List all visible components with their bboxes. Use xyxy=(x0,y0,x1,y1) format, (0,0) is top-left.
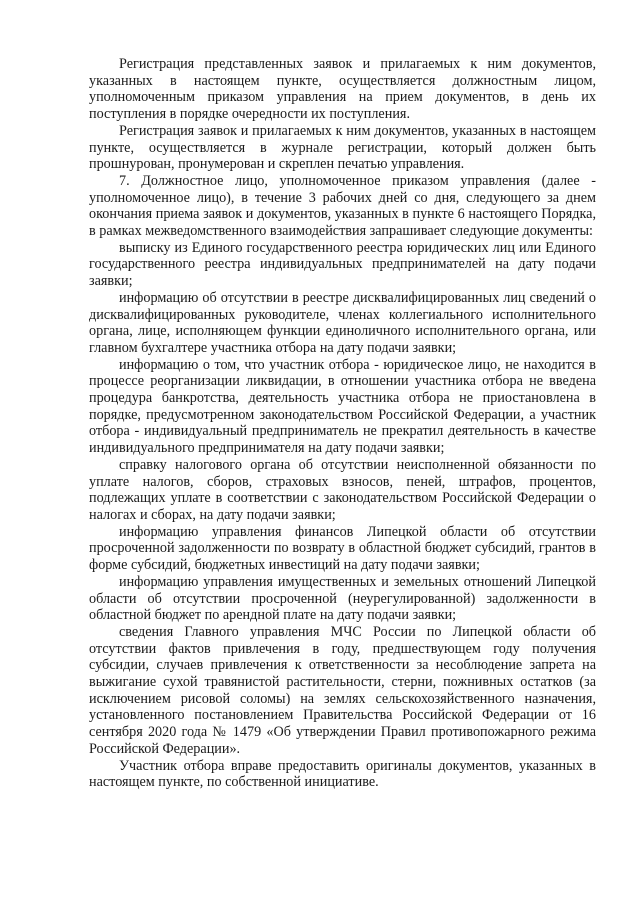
paragraph-mchs-info: сведения Главного управления МЧС России по Липецкой области об отсутствии фактов привлечения в году, предшествующем году получения субсидии, случаев привлечения к ответственности за несоблюдение запрета на выжигание сухой травянистой растительности, стерни, пожнивных остатков (за исключением рисовой соломы) на землях сельскохозяйственного назначения, установленного постановлением Правительства Российской Федерации от 16 сентября 2020 года № 1479 «Об утверждении Правил противопожарного режима Российской Федерации». xyxy=(89,623,596,757)
paragraph-originals: Участник отбора вправе предоставить оригиналы документов, указанных в настоящем пункте, по собственной инициативе. xyxy=(89,757,596,791)
paragraph-disqualified-registry: информацию об отсутствии в реестре дисквалифицированных лиц сведений о дисквалифицированных руководителе, членах коллегиального исполнительного органа, лице, исполняющем функции единоличного исполнительного органа, или главном бухгалтере участника отбора на дату подачи заявки; xyxy=(89,289,596,356)
document-body xyxy=(89,56,596,791)
paragraph-reorganization-info: информацию о том, что участник отбора - юридическое лицо, не находится в процессе реорганизации ликвидации, в отношении участника отбора не введена процедура банкротства, деятельность участника отбора не приостановлена в порядке, предусмотренном законодательством Российской Федерации, а участник отбора - индивидуальный предприниматель не прекратил деятельность в качестве индивидуального предпринимателя на дату подачи заявки; xyxy=(89,356,596,457)
paragraph-registration: Регистрация представленных заявок и прилагаемых к ним документов, указанных в настоящем пункте, осуществляется должностным лицом, уполномоченным приказом управления на прием документов, в день их поступления в порядке очередности их поступления. xyxy=(89,56,596,123)
paragraph-item-7: 7. Должностное лицо, уполномоченное приказом управления (далее - уполномоченное лицо), в течение 3 рабочих дней со дня, следующего за днем окончания приема заявок и документов, указанных в пункте 6 настоящего Порядка, в рамках межведомственного взаимодействия запрашивает следующие документы: xyxy=(89,172,596,240)
paragraph-finance-info: информацию управления финансов Липецкой области об отсутствии просроченной задолженности по возврату в областной бюджет субсидий, грантов в форме субсидий, бюджетных инвестиций на дату подачи заявки; xyxy=(89,523,596,574)
paragraph-journal: Регистрация заявок и прилагаемых к ним документов, указанных в настоящем пункте, осуществляется в журнале регистрации, который должен быть прошнурован, пронумерован и скреплен печатью управления. xyxy=(89,122,596,173)
paragraph-tax-certificate: справку налогового органа об отсутствии неисполненной обязанности по уплате налогов, сборов, страховых взносов, пеней, штрафов, процентов, подлежащих уплате в соответствии с законодательством Российской Федерации о налогах и сборах, на дату подачи заявки; xyxy=(89,456,596,523)
paragraph-property-info: информацию управления имущественных и земельных отношений Липецкой области об отсутствии просроченной (неурегулированной) задолженности в областной бюджет по арендной плате на дату подачи заявки; xyxy=(89,573,596,624)
paragraph-egrul-extract: выписку из Единого государственного реестра юридических лиц или Единого государственного реестра индивидуальных предпринимателей на дату подачи заявки; xyxy=(89,239,596,290)
